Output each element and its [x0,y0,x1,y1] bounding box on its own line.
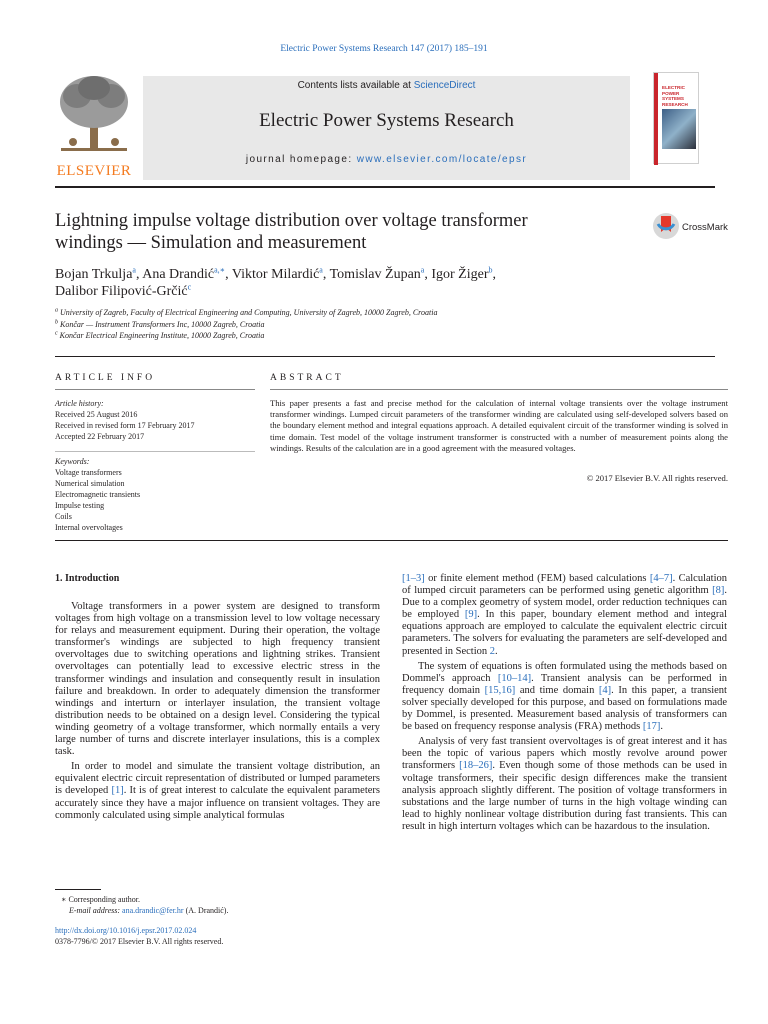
email-link[interactable]: ana.drandic@fer.hr [122,906,184,915]
homepage-prefix: journal homepage: [245,154,357,165]
author: Tomislav Župan$^a$, [329,265,432,282]
abstract-text: This paper presents a fast and precise method for the calculation of internal voltage transients over the voltage instrument transformer windings. Lumped circuit parameters of the transformer winding are calculated using self-developed solvers based on the boundary element method and integral equations approach. A detailed equivalent circuit of the transformer winding is solved in time domain. Test model of the voltage instrument transformer is constructed with a number of measurement points along the windings. Results of the calculation are in a good agreement with the measured voltages. [270,398,728,453]
article-title [55,210,615,254]
citation-link[interactable]: [9] [464,609,478,621]
citation-link[interactable]: [1] [111,785,124,797]
paragraph: In order to model and simulate the transient voltage distribution, an equivalent electric circuit representation of distributed or lumped parameters is developed [1]. It is of great interest to calculate the equivalent parameters accurately since they have a major influence on transient voltages. They are commonly calculated using simple analytical formulas [55,761,381,821]
crossmark-icon [652,212,680,242]
journal-masthead [55,62,715,182]
paragraph: Analysis of very fast transient overvoltages is of great interest and it has been the topic of various papers which mostly revolve around power transformers [18–26]. Even though some of those methods can be used in voltage transformers, their specific design differences make the transient analysis approach slightly different. The position of voltage transformers in substations and the large number of turns in the high voltage winding can lead to highly nonlinear voltage distribution during fast transients. This can result in high interturn voltages which can be hazardous to the insulation. [402,736,727,832]
abstract-copyright: © 2017 Elsevier B.V. All rights reserved. [586,473,728,483]
issn-copyright: 0378-7796/© 2017 Elsevier B.V. All rights reserved. [55,937,224,946]
author: Viktor Milardić$^a$, [231,265,330,282]
keyword: Coils [55,512,72,521]
abstract-rule [270,389,728,390]
corresponding-author: ∗ Corresponding author. [61,895,140,904]
author-list [55,266,655,300]
journal-reference-link[interactable]: Electric Power Systems Research 147 (2017) 185–191 [280,44,488,54]
author-affiliation-marker[interactable]: a [132,265,136,275]
author-affiliation-marker[interactable]: a,∗ [214,265,226,275]
paragraph-continued: [1–3] or finite element method (FEM) based calculations [4–7]. Calculation of lumped circuit parameters can be performed using genetic algorithm [8]. Due to a complex geometry of system model, order reduction techniques can be employed [9]. In this paper, boundary element method and integral equations approach are employed to calculate the equivalent electric circuit parameters. The solvers for evaluating the parameters are self-developed and presented in Section 2. [402,573,727,657]
keyword: Internal overvoltages [55,523,123,532]
section-divider [55,356,715,357]
citation-link[interactable]: [10–14] [497,672,532,684]
author-affiliation-marker[interactable]: c [187,282,192,292]
author: Ana Drandić$^{a,∗}$, [142,265,232,282]
sciencedirect-link[interactable]: ScienceDirect [413,80,476,91]
contents-line [143,80,630,91]
citation-link[interactable]: [15,16] [484,684,516,696]
author: Igor Žiger$^b$, [431,265,496,282]
history-label: Article history: [55,399,104,408]
page-footer [55,925,385,947]
history-item: Received 25 August 2016 [55,410,138,419]
author: Dalibor Filipović-Grčić$^c$ [55,282,192,299]
history-item: Accepted 22 February 2017 [55,432,145,441]
crossmark-label: CrossMark [682,222,728,233]
paragraph: The system of equations is often formulated using the methods based on Dommel's approach [10–14]. Transient analysis can be performed in frequency domain [15,16] and time domain [4]. In this paper, a transient solver specially developed for this purpose, and based on formulations made by Dommel, is presented. Measurement based analysis of transformers can be based on frequency response analysis (FRA) methods [17]. [402,660,727,733]
cover-stripe [654,73,658,165]
body-column-left [55,601,380,822]
abstract-end-divider [55,540,728,541]
author-affiliation-marker[interactable]: a [420,265,425,275]
journal-cover-thumbnail[interactable] [653,72,699,164]
affiliation: $^c$ Končar Electrical Engineering Institute, 10000 Zagreb, Croatia [55,330,265,340]
info-divider [55,451,255,452]
journal-homepage-line [143,154,630,165]
author: Bojan Trkulja$^a$, [55,265,143,282]
abstract-heading: ABSTRACT [270,373,344,383]
title-line-1: Lightning impulse voltage distribution over voltage transformer [55,211,528,231]
citation-link[interactable]: [1–3] [402,573,425,584]
journal-title: Electric Power Systems Research [259,110,514,131]
citation-link[interactable]: [4–7] [649,573,673,584]
crossmark-badge[interactable] [652,212,732,242]
corresponding-author-note [55,894,385,916]
affiliation: $^b$ Končar — Instrument Transformers Inc, 10000 Zagreb, Croatia [55,318,265,329]
citation-link[interactable]: [18–26] [459,760,493,772]
section-link[interactable]: 2 [489,645,496,657]
footnote-divider [55,889,101,890]
email-line: E-mail address: ana.drandic@fer.hr (A. Drandić). [69,906,229,915]
author-affiliation-marker[interactable]: a [319,265,323,275]
body-column-right [402,573,727,833]
cover-title-line-1: ELECTRIC POWER [662,85,685,96]
keywords [55,456,255,533]
masthead-divider [55,186,715,188]
citation-link[interactable]: [4] [598,684,612,696]
elsevier-tree-logo [55,72,133,180]
citation-link[interactable]: [8] [712,585,725,597]
paragraph: Voltage transformers in a power system are designed to transform voltages from high voltage on a transmission level to low voltage necessary for relays and measurement equipment. During their operation, the voltage transformer's windings are subjected to high frequency transient overvoltages due to switching operations and lightning strikes. Transient overvoltages can potentially lead to excessive electric stress in the transformer windings and insulation and consequently result in insulation failure and breakdown. In order to adequately dimension the transformer windings and interturn or interlayer insulation, the transient voltage distribution needs to be obtained on a design level. Considering the typical winding geometry of a voltage transformer, which normally entails a very large number of turns and discrete interlayer insulations, this is a complex task. [55,601,380,758]
homepage-link[interactable]: www.elsevier.com/locate/epsr [356,154,528,165]
cover-title [662,85,698,107]
affiliation-list [55,307,655,342]
email-label: E-mail address: [69,906,123,915]
article-info-rule [55,389,255,390]
history-item: Received in revised form 17 February 2017 [55,421,195,430]
keyword: Voltage transformers [55,468,122,477]
citation-link[interactable]: [17] [642,721,661,733]
article-history [55,398,255,442]
section-heading-introduction: 1. Introduction [55,573,120,584]
doi-link[interactable]: http://dx.doi.org/10.1016/j.epsr.2017.02.024 [55,926,197,935]
keyword: Impulse testing [55,501,105,510]
cover-title-line-2: SYSTEMS RESEARCH [662,96,688,107]
journal-banner [143,76,630,180]
title-line-2: windings — Simulation and measurement [55,233,367,253]
article-info-heading: ARTICLE INFO [55,373,156,383]
author-affiliation-marker[interactable]: b [488,265,493,275]
keyword: Electromagnetic transients [55,490,141,499]
contents-prefix: Contents lists available at [297,80,414,91]
keywords-label: Keywords: [55,457,90,466]
keyword: Numerical simulation [55,479,125,488]
cover-image [662,109,696,149]
affiliation: $^a$ University of Zagreb, Faculty of Electrical Engineering and Computing, University of Zagreb, 10000 Zagreb, Croatia [55,307,438,317]
publisher-name: ELSEVIER [56,163,132,179]
